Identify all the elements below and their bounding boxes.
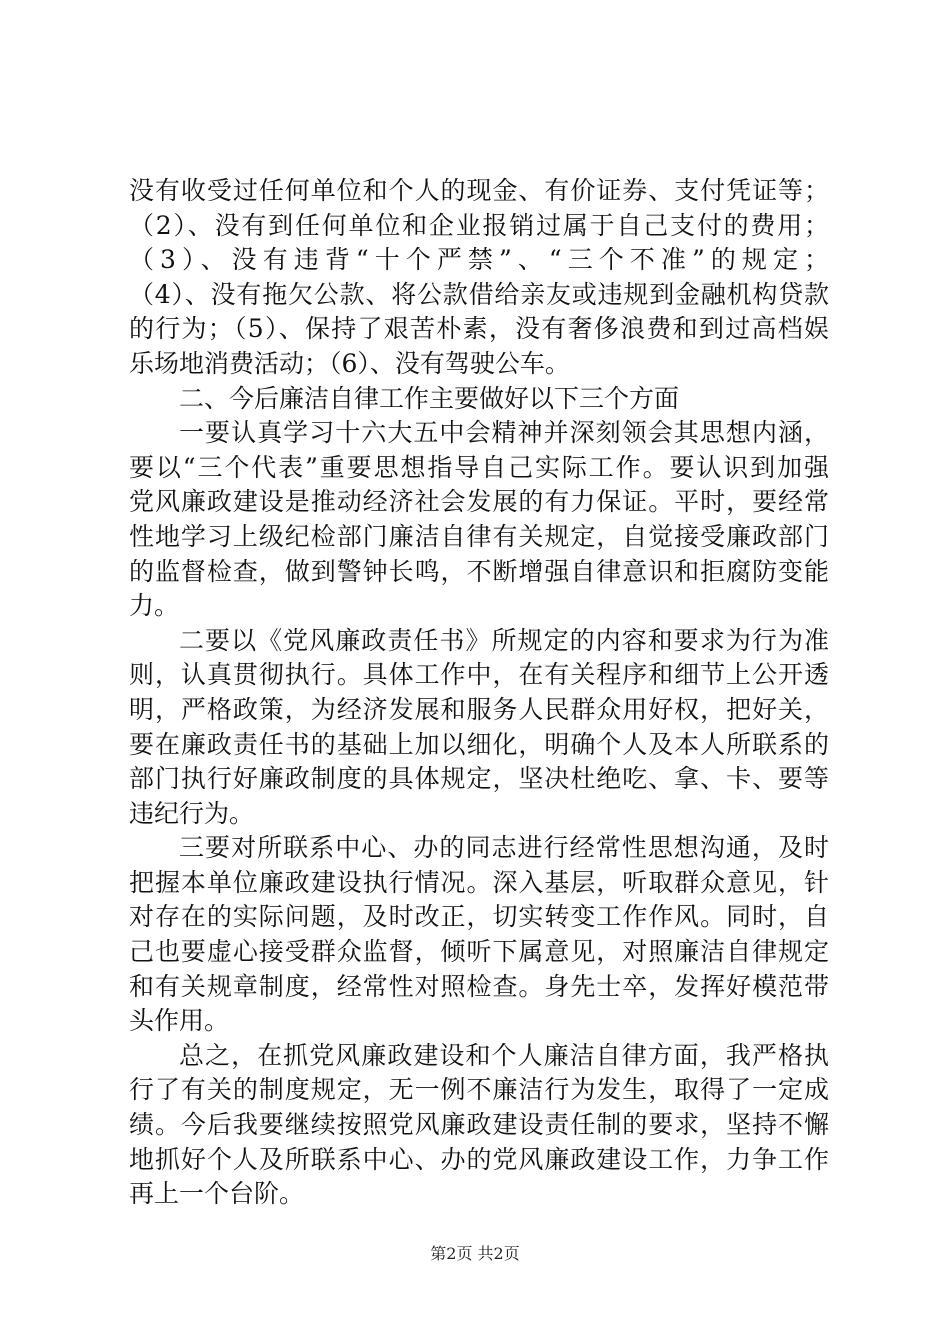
text-line: 性地学习上级纪检部门廉洁自律有关规定，自觉接受廉政部门	[129, 521, 829, 551]
text-line: 的监督检查，做到警钟长鸣，不断增强自律意识和拒腐防变能	[129, 556, 829, 586]
text-line: 和有关规章制度，经常性对照检查。身先士卒，发挥好模范带	[129, 971, 829, 1001]
document-body	[129, 174, 829, 1212]
text-line: 部门执行好廉政制度的具体规定，坚决杜绝吃、拿、卡、要等	[129, 764, 829, 794]
text-line: 绩。今后我要继续按照党风廉政建设责任制的要求，坚持不懈	[129, 1110, 829, 1140]
text-line: 行了有关的制度规定，无一例不廉洁行为发生，取得了一定成	[129, 1075, 829, 1105]
text-line: 的行为；（5）、保持了艰苦朴素，没有奢侈浪费和到过高档娱	[129, 314, 829, 344]
text-line: 头作用。	[129, 1006, 230, 1036]
text-line: 一要认真学习十六大五中会精神并深刻领会其思想内涵，	[179, 418, 829, 448]
text-line: 三要对所联系中心、办的同志进行经常性思想沟通，及时	[179, 833, 829, 863]
text-line: 违纪行为。	[129, 798, 255, 828]
text-line: 二要以《党风廉政责任书》所规定的内容和要求为行为准	[179, 625, 829, 655]
text-line: 地抓好个人及所联系中心、办的党风廉政建设工作，力争工作	[129, 1144, 829, 1174]
text-line: 对存在的实际问题，及时改正，切实转变工作作风。同时，自	[129, 902, 829, 932]
text-line: 明，严格政策，为经济发展和服务人民群众用好权，把好关，	[129, 694, 829, 724]
text-line: 党风廉政建设是推动经济社会发展的有力保证。平时，要经常	[129, 487, 829, 517]
text-line: 要以“三个代表”重要思想指导自己实际工作。要认识到加强	[129, 452, 829, 482]
paragraph-p4	[129, 624, 829, 832]
text-line: 则，认真贯彻执行。具体工作中，在有关程序和细节上公开透	[129, 660, 829, 690]
paragraph-p6	[129, 1039, 829, 1212]
text-line: 力。	[129, 591, 180, 621]
page-footer: 第2页 共2页	[430, 1244, 520, 1263]
text-line: 二、今后廉洁自律工作主要做好以下三个方面	[179, 383, 680, 413]
paragraph-p5	[129, 831, 829, 1039]
paragraph-p1	[129, 174, 829, 382]
text-line: 把握本单位廉政建设执行情况。深入基层，听取群众意见，针	[129, 867, 829, 897]
paragraph-p2	[129, 382, 829, 417]
text-line: 再上一个台阶。	[129, 1179, 305, 1209]
text-line: （2）、没有到任何单位和企业报销过属于自己支付的费用；	[129, 210, 829, 240]
paragraph-p3	[129, 416, 829, 624]
text-line: 己也要虚心接受群众监督，倾听下属意见，对照廉洁自律规定	[129, 937, 829, 967]
text-line: 乐场地消费活动；（6）、没有驾驶公车。	[129, 348, 570, 378]
text-line: 没有收受过任何单位和个人的现金、有价证券、支付凭证等；	[129, 176, 829, 205]
text-line: 要在廉政责任书的基础上加以细化，明确个人及本人所联系的	[129, 729, 829, 759]
text-line: 总之，在抓党风廉政建设和个人廉洁自律方面，我严格执	[179, 1040, 829, 1070]
text-line: （3）、没有违背“十个严禁”、“三个不准”的规定；	[129, 245, 829, 275]
text-line: （4）、没有拖欠公款、将公款借给亲友或违规到金融机构贷款	[129, 279, 829, 309]
